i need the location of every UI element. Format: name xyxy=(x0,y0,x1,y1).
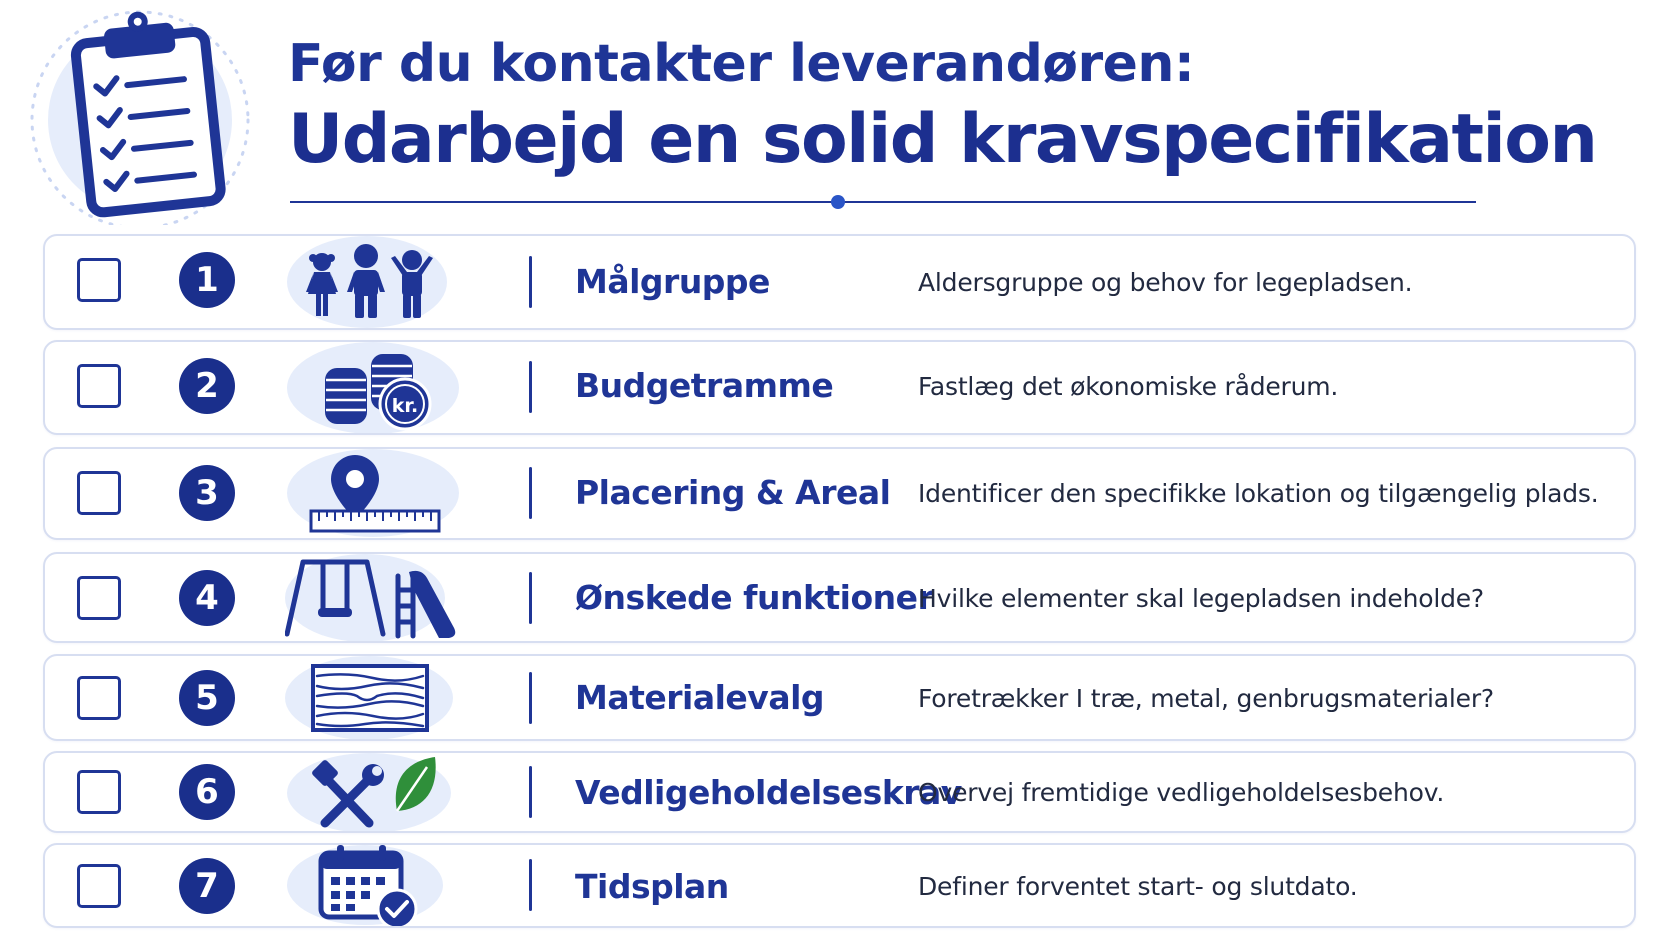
item-description: Identificer den specifikke lokation og tilgængelig plads. xyxy=(918,479,1599,508)
checkbox[interactable] xyxy=(77,864,121,908)
item-description: Definer forventet start- og slutdato. xyxy=(918,872,1358,901)
page-title: Udarbejd en solid kravspecifikation xyxy=(288,100,1597,179)
list-item xyxy=(43,234,1636,330)
clipboard-checklist-icon xyxy=(28,10,268,225)
tools-icon-wrap xyxy=(285,753,465,831)
list-item xyxy=(43,654,1636,741)
coins-icon-wrap xyxy=(285,342,465,433)
separator xyxy=(529,572,532,624)
separator xyxy=(529,672,532,724)
step-number: 6 xyxy=(179,764,235,820)
item-label: Vedligeholdelseskrav xyxy=(575,773,962,812)
item-description: Overvej fremtidige vedligeholdelsesbehov. xyxy=(918,778,1445,807)
list-item xyxy=(43,447,1636,540)
separator xyxy=(529,467,532,519)
step-number: 2 xyxy=(179,358,235,414)
step-number: 5 xyxy=(179,670,235,726)
checkbox[interactable] xyxy=(77,258,121,302)
title-divider xyxy=(290,192,1476,212)
coin-label: kr. xyxy=(391,395,419,417)
calendar-icon-wrap xyxy=(285,845,465,926)
children-icon xyxy=(285,236,465,328)
swing-slide-icon xyxy=(285,554,475,641)
item-label: Målgruppe xyxy=(575,262,770,301)
wood-plank-icon xyxy=(285,656,465,739)
separator xyxy=(529,766,532,818)
step-number: 1 xyxy=(179,252,235,308)
separator xyxy=(529,859,532,911)
location-icon-wrap xyxy=(285,449,465,538)
tools-leaf-icon xyxy=(285,753,465,831)
coins-icon xyxy=(285,342,465,433)
calendar-check-icon xyxy=(285,845,465,926)
separator xyxy=(529,361,532,413)
checkbox[interactable] xyxy=(77,676,121,720)
list-item xyxy=(43,843,1636,928)
item-label: Placering & Areal xyxy=(575,473,891,512)
list-item xyxy=(43,751,1636,833)
checkbox[interactable] xyxy=(77,364,121,408)
item-label: Budgetramme xyxy=(575,366,834,405)
header xyxy=(0,0,1672,225)
checkbox[interactable] xyxy=(77,471,121,515)
item-description: Aldersgruppe og behov for legepladsen. xyxy=(918,268,1413,297)
item-label: Tidsplan xyxy=(575,867,729,906)
item-label: Materialevalg xyxy=(575,678,825,717)
list-item xyxy=(43,552,1636,643)
wood-icon-wrap xyxy=(285,656,465,739)
step-number: 3 xyxy=(179,465,235,521)
step-number: 4 xyxy=(179,570,235,626)
checkbox[interactable] xyxy=(77,770,121,814)
item-description: Foretrækker I træ, metal, genbrugsmaterialer? xyxy=(918,684,1494,713)
checkbox[interactable] xyxy=(77,576,121,620)
item-label: Ønskede funktioner xyxy=(575,578,934,617)
item-description: Hvilke elementer skal legepladsen indeholde? xyxy=(918,584,1484,613)
title-line-1: Før du kontakter leverandøren: xyxy=(288,34,1195,94)
playground-icon-wrap xyxy=(285,554,465,641)
item-description: Fastlæg det økonomiske råderum. xyxy=(918,372,1339,401)
separator xyxy=(529,256,532,308)
location-ruler-icon xyxy=(285,449,465,538)
list-item xyxy=(43,340,1636,435)
children-icon-wrap xyxy=(285,236,465,328)
step-number: 7 xyxy=(179,858,235,914)
